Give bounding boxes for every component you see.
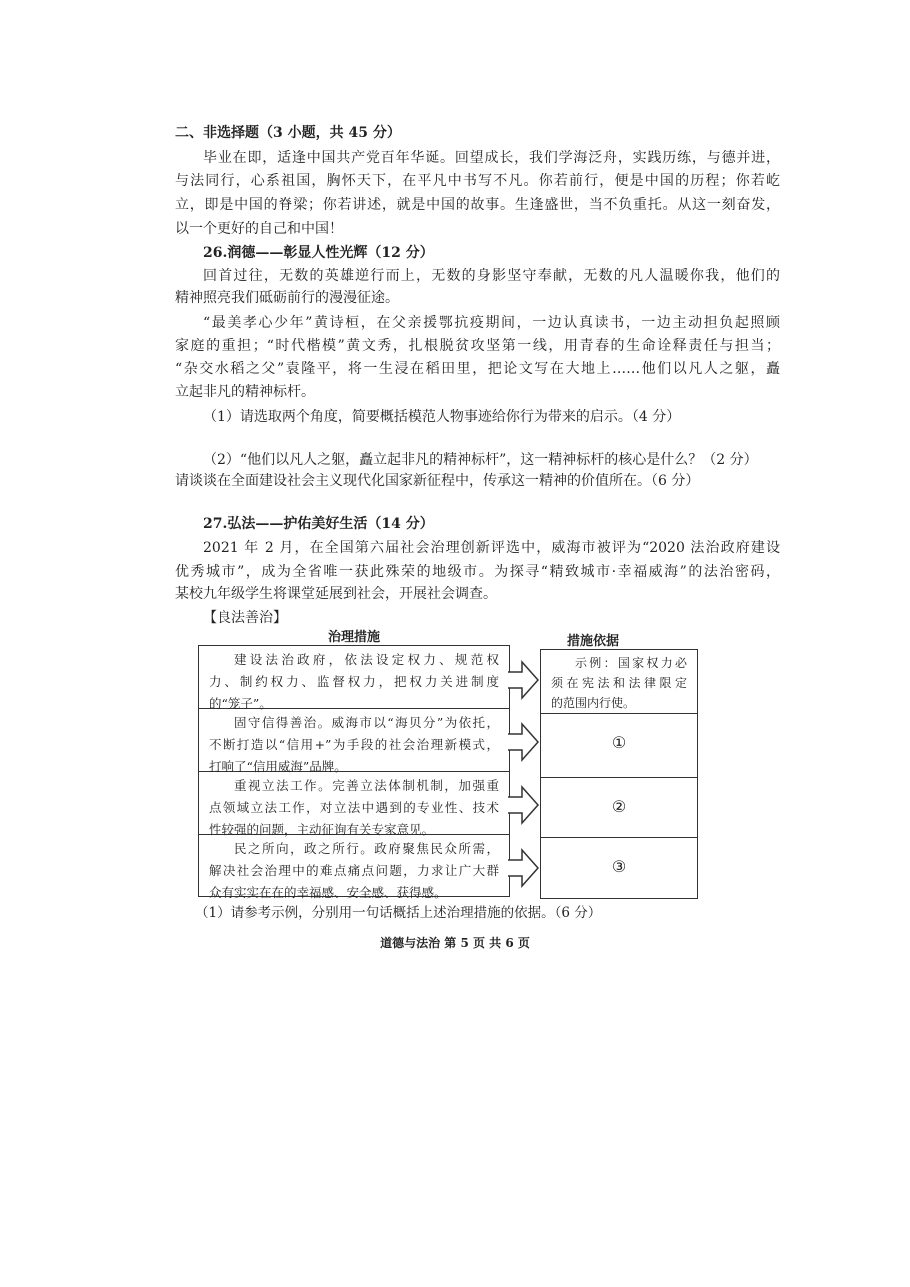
q27-para-line: 优秀城市”，成为全省唯一获此殊荣的地级市。为探寻“精致城市·幸福威海”的法治密码， [175, 564, 780, 580]
intro-line: 与法同行，心系祖国，胸怀天下，在平凡中书写不凡。你若前行，便是中国的历程；你若屹 [175, 173, 780, 189]
blank-number: ③ [611, 857, 627, 876]
intro-line: 以一个更好的自己和中国！ [175, 221, 343, 237]
q27-title: 27.弘法——护佑美好生活（14 分） [203, 516, 434, 532]
measure-line: 建设法治政府，依法设定权力、规范权 [234, 652, 499, 667]
measure-line: 不断打造以“信用+”为手段的社会治理新模式， [209, 737, 499, 752]
q26-sub2-cont: 请谈谈在全面建设社会主义现代化国家新征程中，传承这一精神的价值所在。（6 分） [175, 473, 700, 489]
q26-title: 26.润德——彰显人性光辉（12 分） [203, 245, 434, 261]
blank-number: ① [611, 733, 627, 752]
q27-para-line: 2021 年 2 月，在全国第六届社会治理创新评选中，威海市被评为“2020 法治政府建设 [203, 540, 780, 556]
measure-line: 解决社会治理中的难点痛点问题，力求让广大群 [209, 863, 499, 878]
basis-blank-2 [541, 778, 697, 838]
measure-line: 众有实实在在的幸福感、安全感、获得感。 [209, 885, 447, 900]
q26-para-line: 家庭的重担；“时代楷模”黄文秀，扎根脱贫攻坚第一线，用青春的生命诠释责任与担当； [175, 338, 780, 354]
q26-para-line: “杂交水稻之父”袁隆平，将一生浸在稻田里，把论文写在大地上……他们以凡人之躯，矗 [175, 361, 780, 377]
q27-para-line: 某校九年级学生将课堂延展到社会，开展社会调查。 [175, 586, 497, 602]
q26-para-line: 回首过往，无数的英雄逆行而上，无数的身影坚守奉献，无数的凡人温暖你我，他们的 [203, 268, 780, 284]
left-header: 治理措施 [328, 630, 381, 645]
measure-line: 固守信得善治。威海市以“海贝分”为依托， [234, 715, 499, 730]
q26-para-line: 立起非凡的精神标杆。 [175, 384, 315, 400]
q26-para-line: 精神照亮我们砥砺前行的漫漫征途。 [175, 290, 399, 306]
measure-cell [199, 772, 509, 835]
blank-number: ② [611, 797, 627, 816]
measure-line: 重视立法工作。完善立法体制机制，加强重 [234, 778, 499, 793]
q27-sub1: （1）请参考示例，分别用一句话概括上述治理措施的依据。（6 分） [195, 905, 602, 921]
arrow-right-icon [508, 848, 540, 888]
q26-sub1: （1）请选取两个角度，简要概括模范人物事迹给你行为带来的启示。（4 分） [203, 409, 681, 425]
measure-line: 点领域立法工作，对立法中遇到的专业性、技术 [209, 800, 499, 815]
basis-table [540, 649, 698, 899]
section-label: 【良法善治】 [203, 610, 287, 626]
arrow-right-icon [508, 785, 540, 825]
arrow-right-icon [508, 660, 540, 700]
intro-line: 立，即是中国的脊梁；你若讲述，就是中国的故事。生逢盛世，当不负重托。从这一刻奋发， [175, 197, 780, 213]
measure-line: 民之所向，政之所行。政府聚焦民众所需， [234, 841, 499, 856]
measure-cell [199, 835, 509, 898]
measure-cell [199, 709, 509, 772]
q26-sub2: （2）“他们以凡人之躯，矗立起非凡的精神标杆”，这一精神标杆的核心是什么？（2 分） [203, 452, 758, 468]
right-header: 措施依据 [567, 634, 620, 649]
intro-line: 毕业在即，适逢中国共产党百年华诞。回望成长，我们学海泛舟，实践历练，与德并进， [203, 150, 780, 166]
measure-line: 力、制约权力、监督权力，把权力关进制度 [209, 674, 499, 689]
basis-example-cell [541, 650, 697, 714]
measures-table [198, 645, 510, 900]
measure-cell [199, 646, 509, 709]
basis-line: 示例：国家权力必 [575, 656, 687, 670]
basis-line: 的范围内行使。 [551, 696, 636, 710]
q26-para-line: “最美孝心少年”黄诗桓，在父亲援鄂抗疫期间，一边认真读书，一边主动担负起照顾 [203, 315, 780, 331]
basis-line: 须在宪法和法律限定 [551, 676, 687, 690]
section-title: 二、非选择题（3 小题，共 45 分） [175, 125, 401, 141]
basis-blank-3 [541, 838, 697, 900]
basis-blank-1 [541, 714, 697, 778]
measure-line: 性较强的问题，主动征询有关专家意见。 [209, 822, 435, 837]
arrow-right-icon [508, 722, 540, 762]
page-footer: 道德与法治 第 5 页 共 6 页 [380, 936, 530, 950]
measure-line: 的“笼子”。 [209, 696, 272, 711]
measure-line: 打响了“信用威海”品牌。 [209, 759, 347, 774]
